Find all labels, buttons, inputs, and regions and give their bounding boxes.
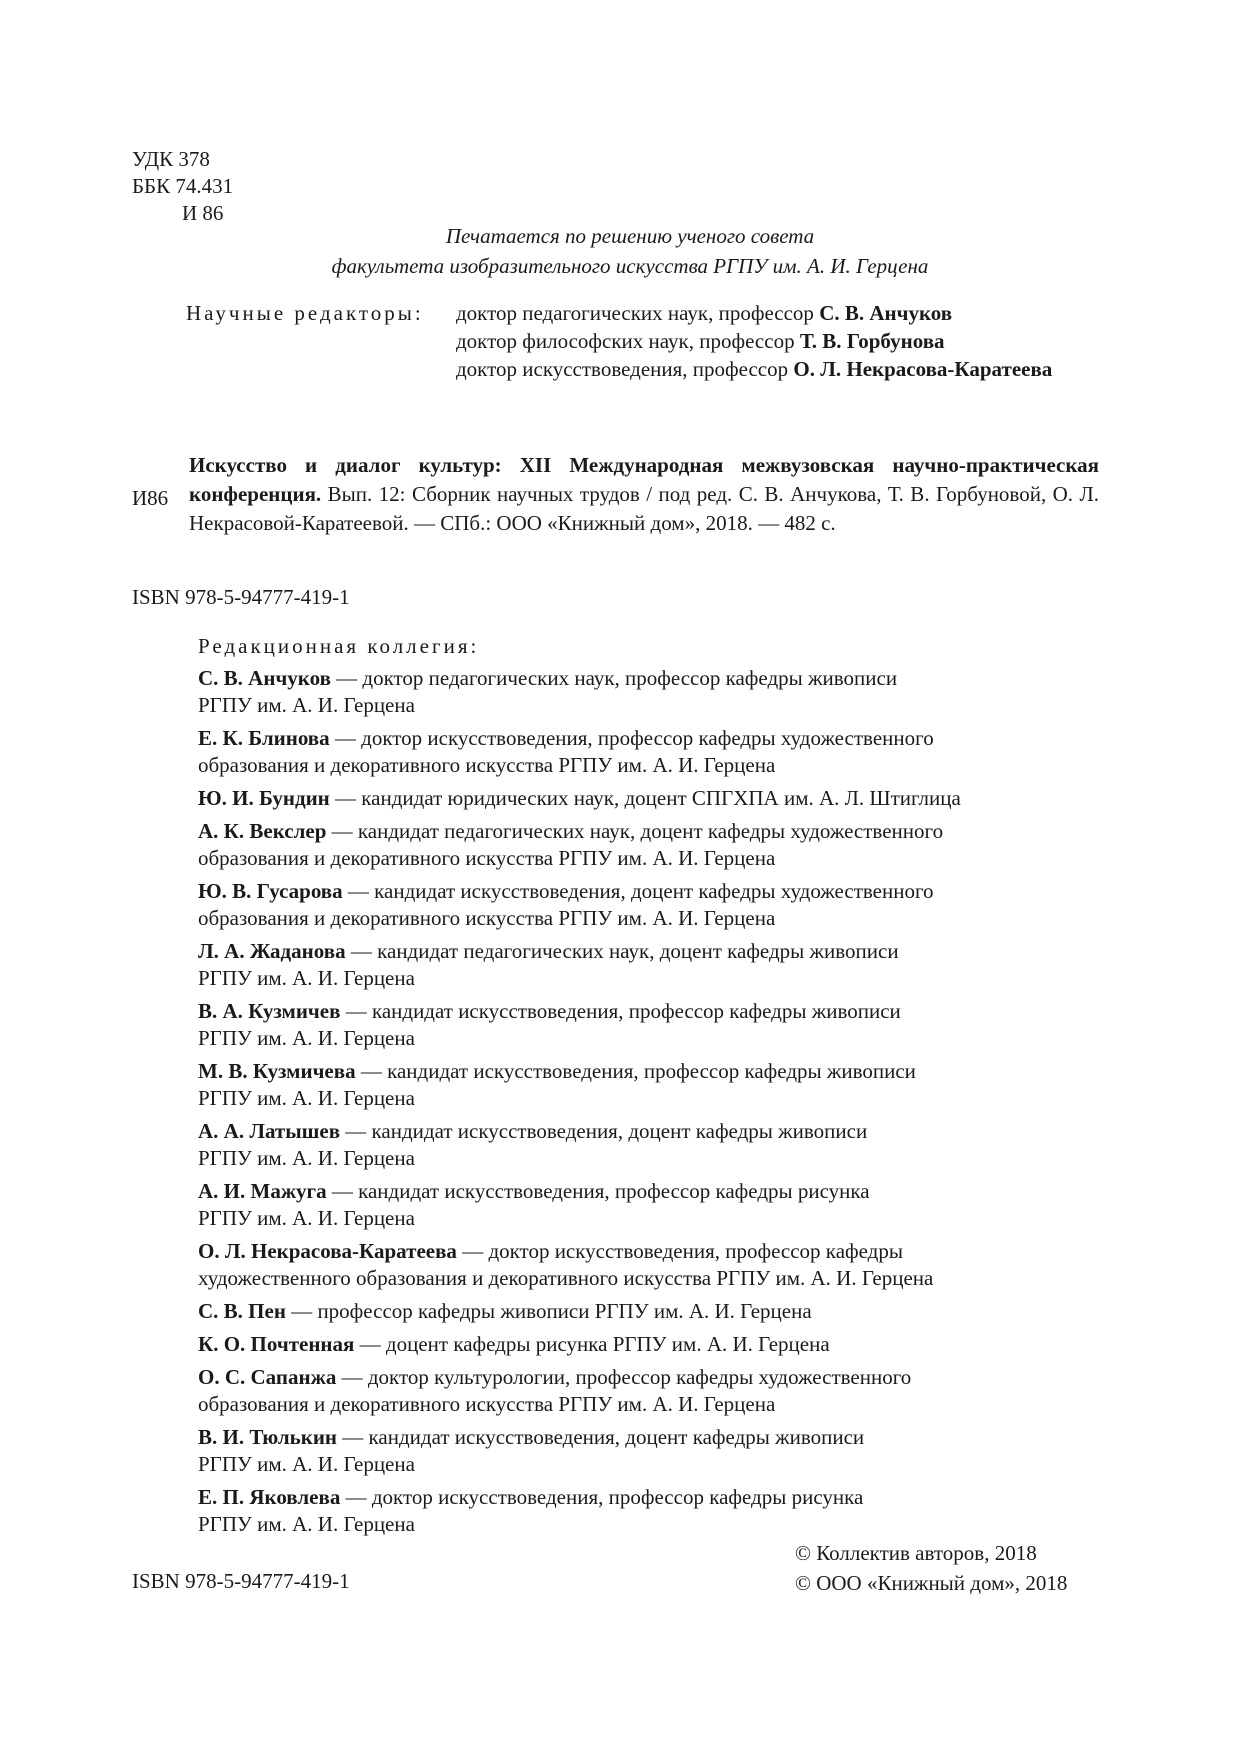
isbn-top: ISBN 978-5-94777-419-1 (132, 585, 350, 609)
board-member-desc: — кандидат педагогических наук, доцент кафедры живописи (345, 939, 899, 963)
board-member-affiliation: РГПУ им. А. И. Герцена (198, 966, 415, 990)
board-member-name: А. А. Латышев (198, 1119, 341, 1143)
board-member-name: В. А. Кузмичев (198, 999, 341, 1023)
board-member-name: В. И. Тюлькин (198, 1425, 338, 1449)
board-member-affiliation: художественного образования и декоративного искусства РГПУ им. А. И. Герцена (198, 1266, 934, 1290)
publish-note-line-1: Печатается по решению ученого совета (445, 224, 815, 248)
board-member (198, 998, 1098, 1052)
board-member-name: Е. К. Блинова (198, 726, 330, 750)
copyright-block (795, 1538, 1067, 1598)
board-member (198, 1118, 1098, 1172)
board-member-desc: — кандидат искусствоведения, профессор кафедры живописи (355, 1059, 916, 1083)
editor-name: О. Л. Некрасова-Каратеева (793, 357, 1053, 381)
board-member-name: К. О. Почтенная (198, 1332, 355, 1356)
board-member-affiliation: образования и декоративного искусства РГПУ им. А. И. Герцена (198, 906, 776, 930)
board-member (198, 1364, 1098, 1418)
catalog-details: Вып. 12: Сборник научных трудов / под ред. С. В. Анчукова, Т. В. Горбуновой, О. Л. Некрасовой-Каратеевой. — СПб.: ООО «Книжный дом», 2018. — 482 с. (189, 482, 1099, 535)
board-member (198, 1058, 1098, 1112)
board-member-affiliation: образования и декоративного искусства РГПУ им. А. И. Герцена (198, 753, 776, 777)
board-member (198, 785, 1098, 812)
board-member (198, 1178, 1098, 1232)
board-member (198, 725, 1098, 779)
board-member-desc: — кандидат юридических наук, доцент СПГХПА им. А. Л. Штиглица (329, 786, 961, 810)
board-member-affiliation: РГПУ им. А. И. Герцена (198, 1512, 415, 1536)
bbk-code: ББК 74.431 (132, 174, 234, 198)
board-member-name: Е. П. Яковлева (198, 1485, 341, 1509)
scientific-editors-label: Научные редакторы: (186, 301, 424, 325)
editorial-board-list (198, 665, 1098, 1544)
catalog-title: Искусство и диалог культур: XII Международная межвузовская научно-практическая конференция. (189, 453, 1099, 506)
board-member-name: О. С. Сапанжа (198, 1365, 337, 1389)
board-member-name: С. В. Пен (198, 1299, 286, 1323)
board-member (198, 818, 1098, 872)
board-member-desc: — доктор культурологии, профессор кафедры художественного (336, 1365, 912, 1389)
catalog-code: И86 (132, 486, 169, 510)
publish-note-line-2: факультета изобразительного искусства РГПУ им. А. И. Герцена (331, 254, 929, 278)
publish-note (220, 223, 1040, 283)
board-member-name: С. В. Анчуков (198, 666, 331, 690)
board-member-name: О. Л. Некрасова-Каратеева (198, 1239, 457, 1263)
board-member (198, 1331, 1098, 1358)
board-member-affiliation: образования и декоративного искусства РГПУ им. А. И. Герцена (198, 846, 776, 870)
board-member-desc: — кандидат искусствоведения, доцент кафедры художественного (342, 879, 934, 903)
board-member-desc: — кандидат искусствоведения, доцент кафедры живописи (337, 1425, 865, 1449)
board-member-name: Л. А. Жаданова (198, 939, 346, 963)
board-member-affiliation: образования и декоративного искусства РГПУ им. А. И. Герцена (198, 1392, 776, 1416)
classification-block (132, 146, 233, 227)
board-member-desc: — доктор педагогических наук, профессор кафедры живописи (330, 666, 898, 690)
editor-name: С. В. Анчуков (819, 301, 953, 325)
board-member-affiliation: РГПУ им. А. И. Герцена (198, 693, 415, 717)
board-member-name: Ю. И. Бундин (198, 786, 330, 810)
scientific-editor: доктор философских наук, профессор Т. В. Горбунова (456, 329, 945, 353)
board-member-desc: — кандидат искусствоведения, профессор кафедры рисунка (326, 1179, 870, 1203)
board-member-name: А. И. Мажуга (198, 1179, 327, 1203)
board-member-affiliation: РГПУ им. А. И. Герцена (198, 1086, 415, 1110)
board-member-name: М. В. Кузмичева (198, 1059, 356, 1083)
board-member-desc: — доктор искусствоведения, профессор кафедры рисунка (340, 1485, 864, 1509)
board-member-desc: — кандидат искусствоведения, доцент кафедры живописи (340, 1119, 868, 1143)
copyright-authors: © Коллектив авторов, 2018 (795, 1541, 1037, 1565)
copyright-publisher: © ООО «Книжный дом», 2018 (795, 1571, 1068, 1595)
board-member (198, 665, 1098, 719)
board-member-affiliation: РГПУ им. А. И. Герцена (198, 1206, 415, 1230)
isbn-bottom: ISBN 978-5-94777-419-1 (132, 1569, 350, 1593)
udk-code: УДК 378 (132, 147, 210, 171)
board-member (198, 938, 1098, 992)
board-member-name: Ю. В. Гусарова (198, 879, 343, 903)
board-member-affiliation: РГПУ им. А. И. Герцена (198, 1026, 415, 1050)
author-mark: И 86 (182, 201, 224, 225)
scientific-editor: доктор искусствоведения, профессор О. Л. Некрасова-Каратеева (456, 357, 1053, 381)
board-member-desc: — кандидат педагогических наук, доцент кафедры художественного (326, 819, 944, 843)
scientific-editor: доктор педагогических наук, профессор С. В. Анчуков (456, 301, 953, 325)
board-member-desc: — доктор искусствоведения, профессор кафедры художественного (329, 726, 934, 750)
editorial-board-label: Редакционная коллегия: (198, 634, 480, 658)
board-member-affiliation: РГПУ им. А. И. Герцена (198, 1146, 415, 1170)
board-member (198, 1484, 1098, 1538)
editor-name: Т. В. Горбунова (799, 329, 945, 353)
board-member (198, 1424, 1098, 1478)
board-member-desc: — кандидат искусствоведения, профессор кафедры живописи (340, 999, 901, 1023)
board-member-desc: — доцент кафедры рисунка РГПУ им. А. И. Герцена (354, 1332, 830, 1356)
board-member (198, 1238, 1098, 1292)
board-member-affiliation: РГПУ им. А. И. Герцена (198, 1452, 415, 1476)
catalog-entry (189, 451, 1099, 538)
board-member-desc: — доктор искусствоведения, профессор кафедры (456, 1239, 903, 1263)
scientific-editors-list (456, 300, 1052, 384)
board-member (198, 878, 1098, 932)
board-member-name: А. К. Векслер (198, 819, 327, 843)
board-member (198, 1298, 1098, 1325)
board-member-desc: — профессор кафедры живописи РГПУ им. А. И. Герцена (285, 1299, 812, 1323)
